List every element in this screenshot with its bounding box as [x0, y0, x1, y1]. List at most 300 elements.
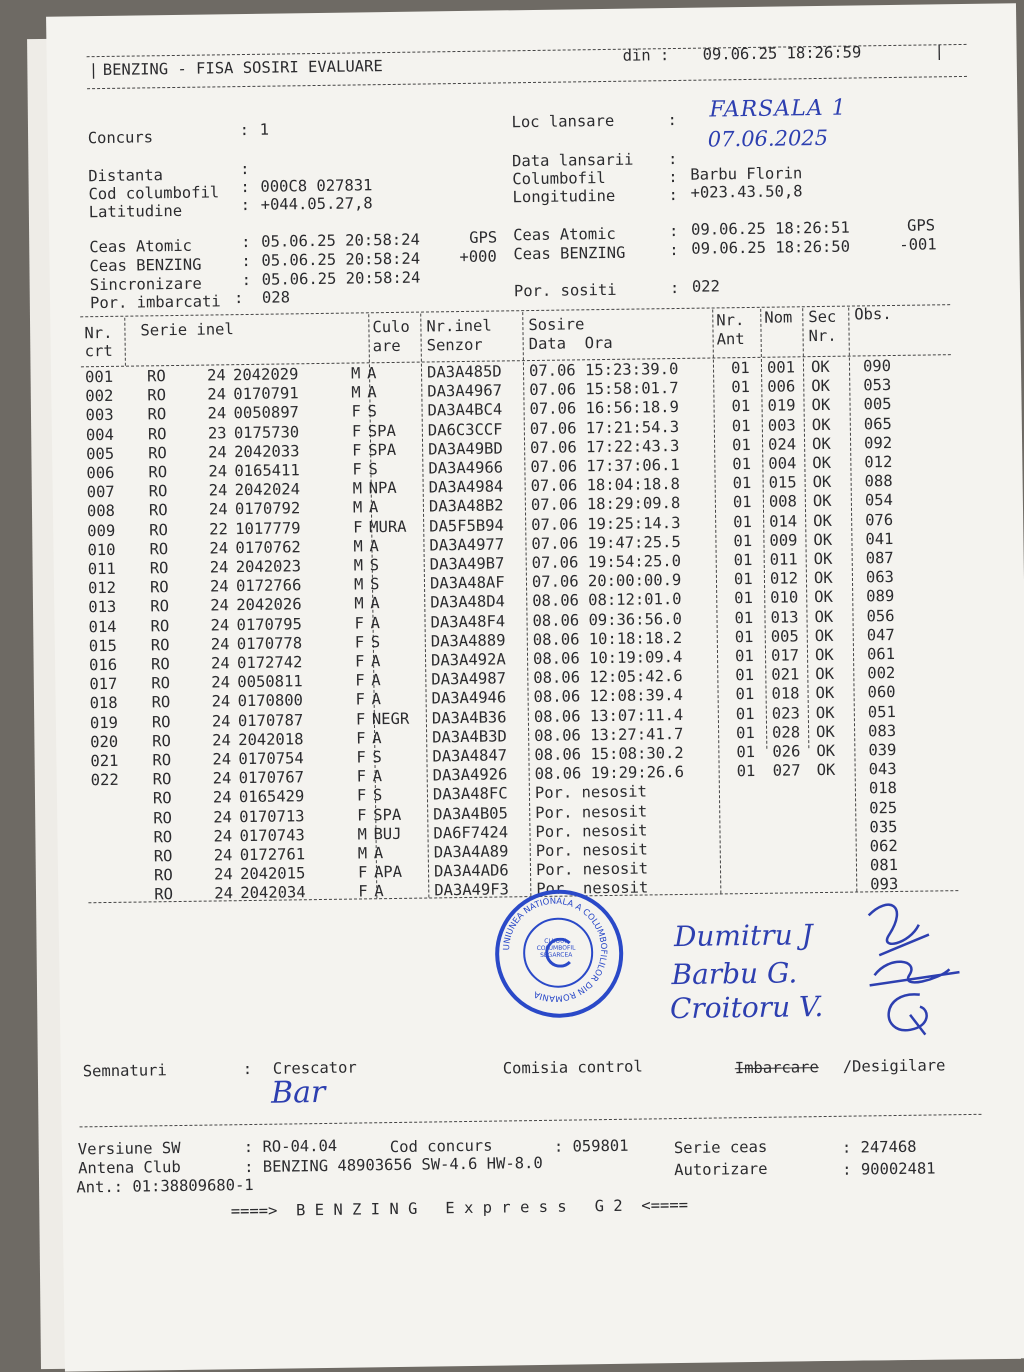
cell-color: A [371, 652, 381, 670]
clock-right-sep-benzing: : [669, 241, 679, 259]
cell-country: RO [152, 713, 171, 731]
cell-country: RO [148, 444, 167, 462]
cell-obs: 051 [868, 703, 896, 721]
cell-obs: 002 [867, 664, 895, 682]
cell-sex: M [353, 499, 363, 517]
cell-ring: 2042023 [236, 557, 302, 576]
cell-nom: 004 [768, 454, 796, 472]
footer-auth-label: Autorizare [674, 1160, 768, 1179]
cell-year: 24 [207, 385, 226, 403]
info-sep-distanta: : [240, 160, 250, 178]
info-sep-data-lansarii: : [668, 150, 678, 168]
cell-color: A [370, 614, 380, 632]
cell-sec: OK [816, 723, 835, 741]
cell-ring: 0170795 [236, 615, 302, 634]
cell-nr: 015 [89, 637, 117, 655]
cell-sex: M [357, 825, 367, 843]
cell-sensor: DA3A48D4 [430, 593, 505, 612]
cell-sensor: DA3A485D [427, 362, 502, 381]
info-value-longitudine: +023.43.50,8 [690, 182, 802, 202]
cell-obs: 053 [863, 376, 891, 394]
cell-ant: 01 [732, 417, 751, 435]
cell-arrival: 07.06 18:04:18.8 [531, 475, 681, 495]
commission-scribbles [848, 894, 970, 1046]
cell-sec: OK [812, 473, 831, 491]
cell-sec: OK [815, 684, 834, 702]
cell-obs: 076 [865, 511, 893, 529]
cell-nom: 019 [767, 397, 795, 415]
cell-obs: 093 [870, 875, 898, 893]
cell-ant: 01 [734, 609, 753, 627]
cell-sec: OK [815, 646, 834, 664]
cell-country: RO [149, 540, 168, 558]
cell-sensor: DA3A49BD [428, 439, 503, 458]
cell-nr: 010 [87, 541, 115, 559]
cell-sex: M [354, 595, 364, 613]
cell-ring: 0175730 [234, 423, 300, 442]
col-header-culoare: Culo [372, 318, 410, 337]
club-stamp [494, 889, 624, 1019]
info-value-latitudine: +044.05.27,8 [261, 194, 373, 214]
cell-sex: F [354, 614, 364, 632]
cell-nom: 027 [773, 761, 801, 779]
cell-ring: 0170791 [233, 384, 299, 403]
col-subheader-nr: crt [85, 342, 113, 360]
clock-right-label-sositi: Por. sositi [514, 281, 617, 300]
footer-club-value: : BENZING 48903656 SW-4.6 HW-8.0 [244, 1154, 543, 1176]
cell-color: A [374, 844, 384, 862]
cell-ring: 2042033 [234, 442, 300, 461]
cell-arrival: Por. nesosit [535, 802, 647, 822]
cell-nr: 016 [89, 656, 117, 674]
cell-sec: OK [813, 492, 832, 510]
cell-arrival: 07.06 17:21:54.3 [530, 418, 680, 438]
cell-nom: 018 [771, 685, 799, 703]
cell-color: SPA [368, 422, 396, 440]
cell-nr: 006 [86, 464, 114, 482]
signature-unsealing-label: /Desigilare [843, 1056, 946, 1075]
cell-sec: OK [815, 627, 834, 645]
cell-color: S [373, 787, 383, 805]
cell-sensor: DA3A4977 [429, 535, 504, 554]
cell-arrival: 07.06 17:37:06.1 [530, 456, 680, 476]
cell-arrival: Por. nesosit [535, 783, 647, 803]
cell-obs: 065 [864, 415, 892, 433]
cell-arrival: 08.06 12:05:42.6 [533, 667, 683, 687]
footer-auth-value: : 90002481 [842, 1159, 936, 1178]
cell-ant: 01 [734, 570, 753, 588]
signatures-sep: : [243, 1060, 253, 1078]
cell-nom: 014 [769, 512, 797, 530]
cell-ant: 01 [734, 551, 753, 569]
stamp-outer-text: UNIUNEA NATIONALA A COLUMBOFILILOR DIN ROMANIA [501, 896, 609, 1004]
cell-arrival: 07.06 16:56:18.9 [529, 398, 679, 418]
cell-year: 24 [209, 481, 228, 499]
cell-country: RO [152, 693, 171, 711]
cell-year: 24 [212, 693, 231, 711]
cell-nr: 011 [88, 560, 116, 578]
cell-ring: 0170762 [235, 538, 301, 557]
cell-ring: 0172766 [236, 576, 302, 595]
footer-club-label: Antena Club [78, 1158, 181, 1177]
cell-year: 24 [212, 712, 231, 730]
cell-sensor: DA3A4B36 [432, 708, 507, 727]
cell-sensor: DA3A4BC4 [427, 401, 502, 420]
footer-sw-value: : RO-04.04 [244, 1137, 338, 1156]
cell-ant: 01 [732, 436, 751, 454]
info-label-latitudine: Latitudine [89, 202, 183, 221]
clock-left-label-imbarcati: Por. imbarcati [90, 292, 221, 312]
cell-color: APA [374, 863, 402, 881]
header-date-label: din : [623, 46, 670, 65]
info-sep-columbofil: : [668, 168, 678, 186]
footer-banner: ====> B E N Z I N G E x p r e s s G 2 <==== [231, 1196, 688, 1220]
cell-year: 22 [209, 520, 228, 538]
clock-right-sep-sositi: : [670, 279, 680, 297]
info-label-distanta: Distanta [88, 166, 163, 185]
cell-obs: 083 [868, 722, 896, 740]
table-vrule [848, 308, 857, 892]
cell-color: BUJ [373, 825, 401, 843]
footer-race-code-label: Cod concurs [390, 1137, 493, 1156]
cell-sec: OK [812, 415, 831, 433]
col-header-inel: Nr.inel [426, 317, 492, 336]
cell-obs: 018 [869, 779, 897, 797]
cell-country: RO [149, 521, 168, 539]
cell-year: 24 [210, 558, 229, 576]
table-vrule [802, 308, 809, 748]
cell-sex: F [356, 729, 366, 747]
cell-arrival: 08.06 13:07:11.4 [534, 706, 684, 726]
cell-obs: 092 [864, 434, 892, 452]
cell-obs: 088 [864, 472, 892, 490]
cell-obs: 054 [865, 491, 893, 509]
cell-color: SPA [373, 805, 401, 823]
cell-nr: 019 [90, 713, 118, 731]
cell-color: A [369, 537, 379, 555]
cell-arrival: 08.06 13:27:41.7 [534, 725, 684, 745]
cell-ant: 01 [735, 666, 754, 684]
cell-sensor: DA3A49B7 [430, 554, 505, 573]
cell-nom: 012 [770, 570, 798, 588]
cell-nr: 001 [85, 368, 113, 386]
cell-nom: 017 [771, 646, 799, 664]
cell-sensor: DA3A492A [431, 650, 506, 669]
commission-signature-3: Croitoru V. [670, 990, 824, 1025]
cell-nr: 020 [90, 733, 118, 751]
clock-left-suffix-atomic: GPS [469, 228, 497, 246]
cell-nom: 024 [768, 435, 796, 453]
cell-sec: OK [812, 435, 831, 453]
cell-ring: 0170713 [239, 807, 305, 826]
cell-ring: 0170778 [237, 634, 303, 653]
clock-left-sep-imbarcati: : [234, 289, 244, 307]
cell-ant: 01 [737, 762, 756, 780]
cell-sensor: DA3A48B2 [429, 497, 504, 516]
cell-year: 24 [207, 366, 226, 384]
cell-ring: 2042018 [238, 730, 304, 749]
commission-signature-2: Barbu G. [671, 956, 797, 991]
cell-year: 24 [213, 808, 232, 826]
cell-nr: 003 [85, 406, 113, 424]
cell-country: RO [152, 751, 171, 769]
cell-sec: OK [811, 358, 830, 376]
cell-sex: F [352, 441, 362, 459]
cell-country: RO [147, 406, 166, 424]
cell-nr: 021 [90, 752, 118, 770]
cell-arrival: 07.06 19:54:25.0 [532, 552, 682, 572]
cell-nom: 003 [768, 416, 796, 434]
cell-obs: 087 [866, 549, 894, 567]
cell-obs: 061 [867, 645, 895, 663]
cell-sex: F [355, 633, 365, 651]
cell-color: NEGR [372, 709, 410, 728]
cell-nr: 002 [85, 387, 113, 405]
header-left-bar: | [89, 61, 99, 79]
breeder-signature: Bar [271, 1075, 326, 1111]
cell-nr: 012 [88, 579, 116, 597]
cell-nom: 021 [771, 666, 799, 684]
cell-nr: 018 [90, 694, 118, 712]
clock-left-label-atomic: Ceas Atomic [89, 237, 192, 256]
info-value-cod: 000C8 027831 [260, 176, 372, 196]
cell-arrival: Por. nesosit [536, 860, 648, 880]
cell-sec: OK [816, 703, 835, 721]
footer-race-code-value: : 059801 [554, 1137, 629, 1156]
cell-color: A [371, 671, 381, 689]
cell-sensor: DA3A4984 [429, 478, 504, 497]
col-header-sec: Sec [808, 308, 836, 326]
col-header-serie: Serie inel [140, 320, 234, 339]
cell-country: RO [150, 598, 169, 616]
clock-left-label-sync: Sincronizare [90, 275, 202, 295]
cell-year: 24 [211, 673, 230, 691]
clock-left-sep-benzing: : [241, 252, 251, 270]
cell-nom: 026 [772, 742, 800, 760]
cell-color: A [371, 691, 381, 709]
col-subheader-ant: Ant [716, 330, 744, 348]
cell-sex: F [352, 422, 362, 440]
cell-ring: 0170800 [238, 692, 304, 711]
col-subheader-culoare: are [373, 337, 401, 355]
cell-country: RO [153, 828, 172, 846]
cell-country: RO [153, 809, 172, 827]
cell-obs: 047 [867, 626, 895, 644]
cell-ring: 2042029 [233, 365, 299, 384]
cell-obs: 081 [870, 856, 898, 874]
cell-arrival: 07.06 19:25:14.3 [531, 514, 681, 534]
cell-sensor: DA3A4B3D [432, 727, 507, 746]
info-sep-latitudine: : [241, 196, 251, 214]
cell-sensor: DA6F7424 [433, 823, 508, 842]
cell-ring: 0170754 [238, 749, 304, 768]
clock-left-value-atomic: 05.06.25 20:58:24 [261, 231, 420, 251]
cell-country: RO [153, 789, 172, 807]
info-value-columbofil: Barbu Florin [690, 164, 802, 184]
cell-color: MURA [369, 517, 407, 536]
cell-sex: M [353, 480, 363, 498]
clock-right-value-sositi: 022 [692, 277, 720, 295]
cell-obs: 090 [863, 357, 891, 375]
cell-sex: F [357, 806, 367, 824]
cell-country: RO [151, 636, 170, 654]
cell-arrival: 07.06 15:58:01.7 [529, 379, 679, 399]
cell-year: 24 [213, 827, 232, 845]
cell-ring: 0170787 [238, 711, 304, 730]
clock-right-label-atomic: Ceas Atomic [513, 225, 616, 244]
cell-sec: OK [815, 665, 834, 683]
cell-sec: OK [814, 569, 833, 587]
cell-arrival: 08.06 10:19:09.4 [533, 648, 683, 668]
cell-ant: 01 [736, 724, 755, 742]
cell-sec: OK [817, 761, 836, 779]
footer-clock-serial-value: : 247468 [842, 1138, 917, 1157]
header-right-bar: | [934, 42, 944, 60]
cell-nom: 005 [771, 627, 799, 645]
cell-year: 23 [208, 424, 227, 442]
cell-ring: 0050897 [233, 404, 299, 423]
cell-ant: 01 [733, 493, 752, 511]
cell-sec: OK [811, 396, 830, 414]
cell-country: RO [147, 367, 166, 385]
cell-ant: 01 [733, 532, 752, 550]
commission-signature-1: Dumitru J [674, 918, 813, 953]
cell-sex: F [356, 748, 366, 766]
info-label-longitudine: Longitudine [512, 187, 615, 206]
cell-nr: 014 [88, 617, 116, 635]
cell-year: 24 [214, 846, 233, 864]
cell-ant: 01 [733, 474, 752, 492]
cell-sex: M [351, 384, 361, 402]
cell-sensor: DA3A4AD6 [434, 862, 509, 881]
cell-country: RO [149, 502, 168, 520]
col-header-nom: Nom [764, 308, 792, 326]
info-value-loc: FARSALA 1 [709, 96, 847, 123]
info-label-concurs: Concurs [88, 128, 154, 147]
cell-nr: 022 [91, 771, 119, 789]
cell-color: A [370, 595, 380, 613]
col-subheader-inel: Senzor [427, 336, 483, 355]
cell-year: 24 [208, 443, 227, 461]
cell-color: S [368, 460, 378, 478]
cell-nr: 005 [86, 445, 114, 463]
cell-country: RO [150, 559, 169, 577]
cell-nr: 008 [87, 502, 115, 520]
cell-obs: 012 [864, 453, 892, 471]
cell-nr: 017 [89, 675, 117, 693]
cell-sec: OK [812, 454, 831, 472]
cell-arrival: 08.06 12:08:39.4 [533, 686, 683, 706]
clock-left-suffix-benzing: +000 [459, 248, 497, 267]
col-header-obs: Obs. [854, 305, 892, 324]
cell-arrival: 07.06 15:23:39.0 [529, 360, 679, 380]
cell-sec: OK [813, 531, 832, 549]
cell-sex: F [355, 672, 365, 690]
cell-obs: 062 [870, 837, 898, 855]
cell-year: 24 [212, 731, 231, 749]
cell-sec: OK [813, 511, 832, 529]
col-header-nr: Nr. [84, 324, 112, 342]
clock-left-sep-sync: : [242, 271, 252, 289]
clock-right-suffix-benzing: -001 [899, 235, 937, 254]
clock-left-value-sync: 05.06.25 20:58:24 [262, 269, 421, 289]
cell-year: 24 [212, 750, 231, 768]
header-title: BENZING - FISA SOSIRI EVALUARE [103, 57, 383, 79]
cell-ring: 2042034 [240, 884, 306, 903]
cell-sensor: DA6C3CCF [428, 420, 503, 439]
cell-color: S [371, 633, 381, 651]
cell-ant: 01 [735, 647, 754, 665]
cell-ant: 01 [736, 705, 755, 723]
cell-obs: 043 [869, 760, 897, 778]
cell-arrival: 08.06 09:36:56.0 [532, 610, 682, 630]
cell-year: 24 [209, 501, 228, 519]
cell-ant: 01 [731, 397, 750, 415]
cell-sec: OK [811, 377, 830, 395]
cell-sex: M [354, 556, 364, 574]
cell-ant: 01 [731, 359, 750, 377]
cell-nr: 007 [87, 483, 115, 501]
cell-country: RO [147, 386, 166, 404]
cell-sensor: DA3A4987 [431, 670, 506, 689]
cell-obs: 039 [868, 741, 896, 759]
cell-ring: 0170767 [239, 768, 305, 787]
cell-sex: F [351, 403, 361, 421]
cell-sex: F [357, 787, 367, 805]
cell-sensor: DA3A4967 [427, 382, 502, 401]
cell-ant: 01 [732, 455, 751, 473]
cell-obs: 005 [863, 395, 891, 413]
cell-arrival: 08.06 08:12:01.0 [532, 590, 682, 610]
cell-color: A [374, 883, 384, 901]
cell-arrival: 07.06 20:00:00.9 [532, 571, 682, 591]
cell-sensor: DA3A4889 [431, 631, 506, 650]
info-label-data-lansarii: Data lansarii [512, 151, 634, 171]
cell-year: 24 [210, 616, 229, 634]
cell-ant: 01 [731, 378, 750, 396]
cell-year: 24 [213, 789, 232, 807]
clock-left-label-benzing: Ceas BENZING [89, 256, 201, 276]
cell-ring: 0170792 [235, 500, 301, 519]
cell-nom: 011 [770, 550, 798, 568]
cell-color: A [369, 499, 379, 517]
cell-sensor: DA3A4966 [428, 458, 503, 477]
cell-arrival: 07.06 18:29:09.8 [531, 494, 681, 514]
cell-ring: 0165411 [234, 461, 300, 480]
info-sep-longitudine: : [668, 186, 678, 204]
cell-sensor: DA3A49F3 [434, 881, 509, 900]
cell-year: 24 [209, 539, 228, 557]
clock-left-value-imbarcati: 028 [262, 288, 290, 306]
cell-country: RO [148, 425, 167, 443]
table-body [46, 3, 1016, 17]
cell-sensor: DA3A4A89 [434, 842, 509, 861]
cell-sensor: DA5F5B94 [429, 516, 504, 535]
footer-clock-serial-label: Serie ceas [674, 1138, 768, 1157]
cell-country: RO [148, 463, 167, 481]
footer-rule [80, 1114, 982, 1128]
info-sep-cod: : [240, 178, 250, 196]
cell-ring: 2042026 [236, 596, 302, 615]
signatures-label: Semnaturi [83, 1061, 167, 1080]
cell-year: 24 [208, 462, 227, 480]
cell-year: 24 [210, 577, 229, 595]
cell-color: S [370, 575, 380, 593]
cell-color: S [370, 556, 380, 574]
footer-sw-label: Versiune SW [78, 1139, 181, 1158]
cell-sec: OK [814, 588, 833, 606]
info-label-cod: Cod columbofil [88, 183, 219, 203]
